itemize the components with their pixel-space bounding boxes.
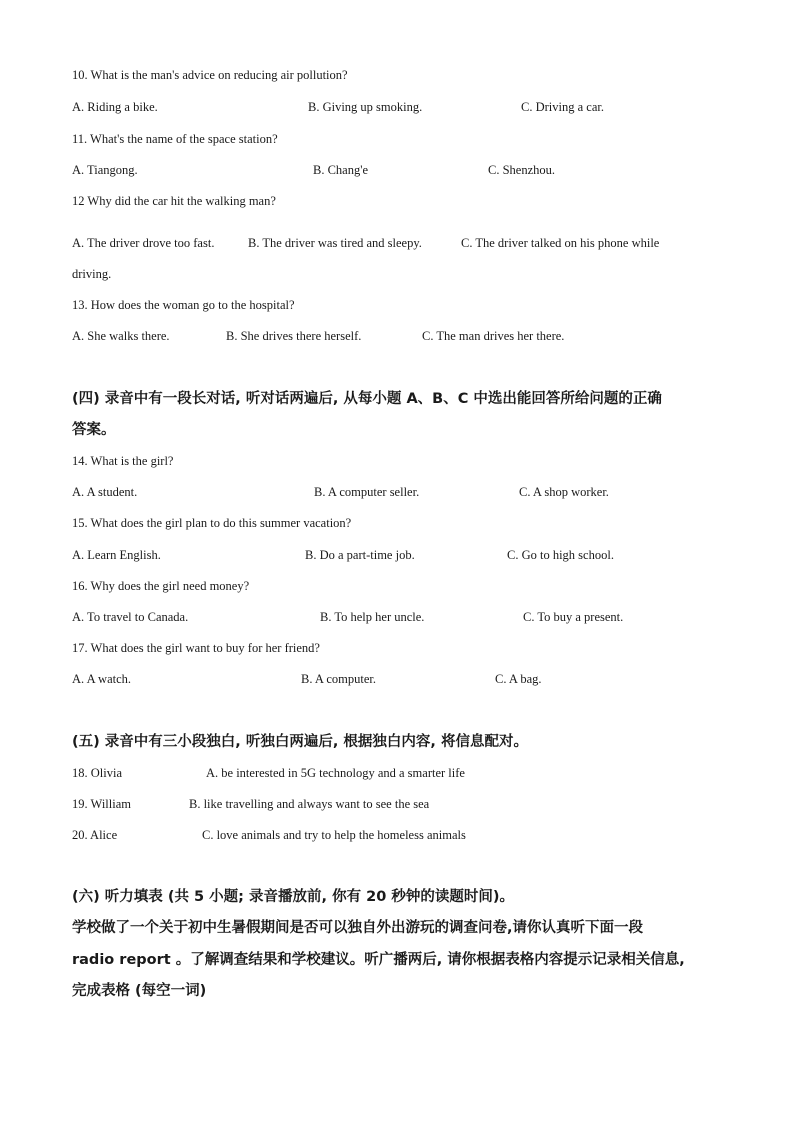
option-c: C. To buy a present. xyxy=(523,610,624,624)
option-c: C. The driver talked on his phone while xyxy=(461,236,660,250)
option-c: C. Shenzhou. xyxy=(488,163,556,177)
option-b: B. To help her uncle. xyxy=(320,610,425,624)
match-name: 20. Alice xyxy=(72,828,118,842)
question-14: 14. What is the girl? xyxy=(72,454,174,468)
section-6-heading: (六) 听力填表 (共 5 小题; 录音播放前, 你有 20 秒钟的读题时间)。 xyxy=(72,889,514,905)
match-info: B. like travelling and always want to see the sea xyxy=(189,797,430,811)
option-a: A. To travel to Canada. xyxy=(72,610,189,624)
option-b: B. Chang'e xyxy=(313,163,369,177)
section-5-heading: (五) 录音中有三小段独白, 听独白两遍后, 根据独白内容, 将信息配对。 xyxy=(72,734,528,750)
option-b: B. The driver was tired and sleepy. xyxy=(248,236,422,250)
question-16: 16. Why does the girl need money? xyxy=(72,579,250,593)
option-b: B. She drives there herself. xyxy=(226,329,362,343)
option-a: A. Tiangong. xyxy=(72,163,138,177)
option-b: B. Do a part-time job. xyxy=(305,548,415,562)
section-6-instruction-line3: 完成表格 (每空一词) xyxy=(72,983,207,999)
option-a: A. A watch. xyxy=(72,672,132,686)
option-b: B. A computer. xyxy=(301,672,376,686)
section-6-instruction-line1: 学校做了一个关于初中生暑假期间是否可以独自外出游玩的调查问卷,请你认真听下面一段 xyxy=(72,920,644,936)
match-name: 19. William xyxy=(72,797,131,811)
question-13: 13. How does the woman go to the hospital? xyxy=(72,298,295,312)
match-info: C. love animals and try to help the homeless animals xyxy=(202,828,466,842)
option-c: C. A bag. xyxy=(495,672,542,686)
option-c-continued: driving. xyxy=(72,267,112,281)
option-a: A. The driver drove too fast. xyxy=(72,236,215,250)
section-4-heading-line2: 答案。 xyxy=(72,422,116,438)
question-17: 17. What does the girl want to buy for her friend? xyxy=(72,641,320,655)
option-a: A. Learn English. xyxy=(72,548,161,562)
section-6-instruction-line2: radio report 。了解调查结果和学校建议。听广播两后, 请你根据表格内容提示记录相关信息, xyxy=(72,952,685,968)
option-c: C. Driving a car. xyxy=(521,100,604,114)
match-name: 18. Olivia xyxy=(72,766,122,780)
option-b: B. Giving up smoking. xyxy=(308,100,423,114)
option-b: B. A computer seller. xyxy=(314,485,420,499)
question-12: 12 Why did the car hit the walking man? xyxy=(72,194,276,208)
option-a: A. A student. xyxy=(72,485,138,499)
question-10: 10. What is the man's advice on reducing air pollution? xyxy=(72,68,348,82)
section-4-heading-line1: (四) 录音中有一段长对话, 听对话两遍后, 从每小题 A、B、C 中选出能回答所给问题的正确 xyxy=(72,391,662,407)
question-11: 11. What's the name of the space station? xyxy=(72,132,278,146)
option-a: A. She walks there. xyxy=(72,329,170,343)
option-a: A. Riding a bike. xyxy=(72,100,158,114)
option-c: C. The man drives her there. xyxy=(422,329,565,343)
match-info: A. be interested in 5G technology and a smarter life xyxy=(206,766,465,780)
question-15: 15. What does the girl plan to do this summer vacation? xyxy=(72,516,352,530)
option-c: C. A shop worker. xyxy=(519,485,609,499)
option-c: C. Go to high school. xyxy=(507,548,614,562)
